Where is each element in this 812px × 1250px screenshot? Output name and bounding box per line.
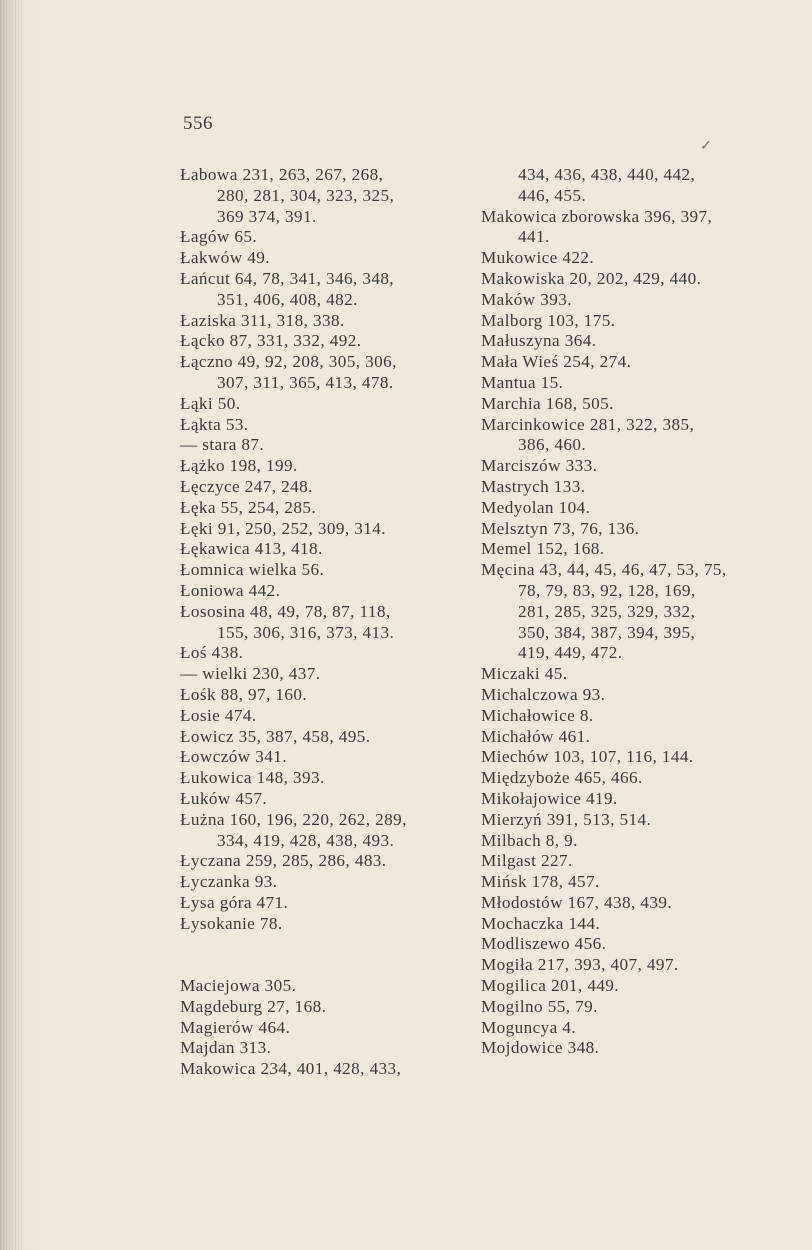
index-entry: Mogilno 55, 79.: [481, 996, 598, 1016]
index-entry: Łososina 48, 49, 78, 87, 118,: [180, 601, 391, 621]
index-entry-continuation: 419, 449, 472.: [518, 643, 623, 663]
index-column-right: [481, 165, 781, 1059]
index-entry-continuation: 280, 281, 304, 323, 325,: [217, 185, 395, 205]
index-entry: Małuszyna 364.: [481, 331, 597, 351]
index-entry: Łąkta 53.: [180, 414, 249, 434]
index-entry: Makowiska 20, 202, 429, 440.: [481, 268, 702, 288]
index-entry: Makowica zborowska 396, 397,: [481, 206, 713, 226]
index-entry: Mińsk 178, 457.: [481, 872, 600, 892]
index-entry: Łysokanie 78.: [180, 913, 283, 933]
index-entry: Łaziska 311, 318, 338.: [180, 310, 345, 330]
margin-pencil-mark: ✓: [700, 139, 712, 154]
index-entry: Międzyboże 465, 466.: [481, 768, 643, 788]
index-entry: Miczaki 45.: [481, 664, 568, 684]
index-column-left: [180, 165, 480, 1080]
index-entry: Medyolan 104.: [481, 497, 591, 517]
index-entry: Łosie 474.: [180, 705, 257, 725]
index-entry: Milbach 8, 9.: [481, 830, 578, 850]
index-entry-continuation: 307, 311, 365, 413, 478.: [217, 372, 394, 392]
index-entry: Mukowice 422.: [481, 248, 595, 268]
index-entry: Łęki 91, 250, 252, 309, 314.: [180, 518, 386, 538]
page-number: 556: [183, 113, 213, 134]
index-entry-continuation: 155, 306, 316, 373, 413.: [217, 622, 395, 642]
index-entry-continuation: 446, 455.: [518, 185, 587, 205]
index-entry: Marcinkowice 281, 322, 385,: [481, 414, 695, 434]
index-entry: Miechów 103, 107, 116, 144.: [481, 747, 694, 767]
index-entry: Łabowa 231, 263, 267, 268,: [180, 165, 384, 184]
index-entry: Mogiła 217, 393, 407, 497.: [481, 955, 679, 975]
index-entry-continuation: 334, 419, 428, 438, 493.: [217, 830, 395, 850]
index-entry: — stara 87.: [180, 435, 265, 455]
index-entry: Makowica 234, 401, 428, 433,: [180, 1059, 402, 1079]
index-entry: Mojdowice 348.: [481, 1038, 600, 1058]
index-entry: Mantua 15.: [481, 372, 564, 392]
index-entry-continuation: 386, 460.: [518, 435, 587, 455]
index-entry: Łyczanka 93.: [180, 872, 278, 892]
index-entry: Łowicz 35, 387, 458, 495.: [180, 726, 371, 746]
index-entry: Młodostów 167, 438, 439.: [481, 892, 673, 912]
index-entry: Łoniowa 442.: [180, 580, 281, 600]
index-entry: Marciszów 333.: [481, 456, 598, 476]
index-entry: Majdan 313.: [180, 1038, 272, 1058]
index-entry: Łążko 198, 199.: [180, 456, 298, 476]
index-entry: Michałowice 8.: [481, 705, 594, 725]
index-entry: Magierów 464.: [180, 1017, 291, 1037]
page-binding-edge: [0, 0, 24, 1250]
index-entry-continuation: 351, 406, 408, 482.: [217, 289, 358, 309]
index-entry: Memel 152, 168.: [481, 539, 605, 559]
index-entry: — wielki 230, 437.: [180, 664, 321, 684]
index-entry: Marchia 168, 505.: [481, 393, 614, 413]
index-entry-continuation: 281, 285, 325, 329, 332,: [518, 601, 696, 621]
index-entry: Łańcut 64, 78, 341, 346, 348,: [180, 268, 395, 288]
index-entry: Łowczów 341.: [180, 747, 287, 767]
index-entry: Maków 393.: [481, 289, 572, 309]
index-entry: Moguncya 4.: [481, 1017, 577, 1037]
index-entry: Michałów 461.: [481, 726, 591, 746]
index-entry: Magdeburg 27, 168.: [180, 996, 327, 1016]
index-entry: Mierzyń 391, 513, 514.: [481, 809, 652, 829]
index-entry: Łysa góra 471.: [180, 892, 289, 912]
index-entry: Modliszewo 456.: [481, 934, 607, 954]
index-entry: Malborg 103, 175.: [481, 310, 616, 330]
section-gap: [180, 934, 480, 976]
index-entry: Łękawica 413, 418.: [180, 539, 323, 559]
index-entry: Męcina 43, 44, 45, 46, 47, 53, 75,: [481, 560, 727, 580]
index-entry: Łuków 457.: [180, 788, 268, 808]
index-entry: Mała Wieś 254, 274.: [481, 352, 632, 372]
index-entry-continuation: 369 374, 391.: [217, 206, 317, 226]
index-entry-continuation: 441.: [518, 227, 550, 247]
index-entry-continuation: 350, 384, 387, 394, 395,: [518, 622, 696, 642]
index-entry: Łęczyce 247, 248.: [180, 476, 313, 496]
index-entry-continuation: 434, 436, 438, 440, 442,: [518, 165, 696, 184]
index-entry: Mogilica 201, 449.: [481, 976, 620, 996]
index-entry: Łączno 49, 92, 208, 305, 306,: [180, 352, 397, 372]
index-entry: Łyczana 259, 285, 286, 483.: [180, 851, 387, 871]
index-entry: Łukowica 148, 393.: [180, 768, 325, 788]
index-entry: Milgast 227.: [481, 851, 573, 871]
index-entry: Łośk 88, 97, 160.: [180, 684, 308, 704]
index-entry: Łącko 87, 331, 332, 492.: [180, 331, 362, 351]
index-entry: Łomnica wielka 56.: [180, 560, 325, 580]
index-entry: Łakwów 49.: [180, 248, 270, 268]
index-entry: Mikołajowice 419.: [481, 788, 618, 808]
index-entry: Łoś 438.: [180, 643, 244, 663]
index-entry: Mochaczka 144.: [481, 913, 601, 933]
index-entry: Łąki 50.: [180, 393, 241, 413]
index-entry: Łagów 65.: [180, 227, 258, 247]
index-entry: Michalczowa 93.: [481, 684, 606, 704]
index-entry: Mastrych 133.: [481, 476, 586, 496]
index-entry-continuation: 78, 79, 83, 92, 128, 169,: [518, 580, 696, 600]
index-entry: Melsztyn 73, 76, 136.: [481, 518, 640, 538]
index-entry: Maciejowa 305.: [180, 976, 297, 996]
index-entry: Łęka 55, 254, 285.: [180, 497, 317, 517]
index-entry: Łużna 160, 196, 220, 262, 289,: [180, 809, 407, 829]
